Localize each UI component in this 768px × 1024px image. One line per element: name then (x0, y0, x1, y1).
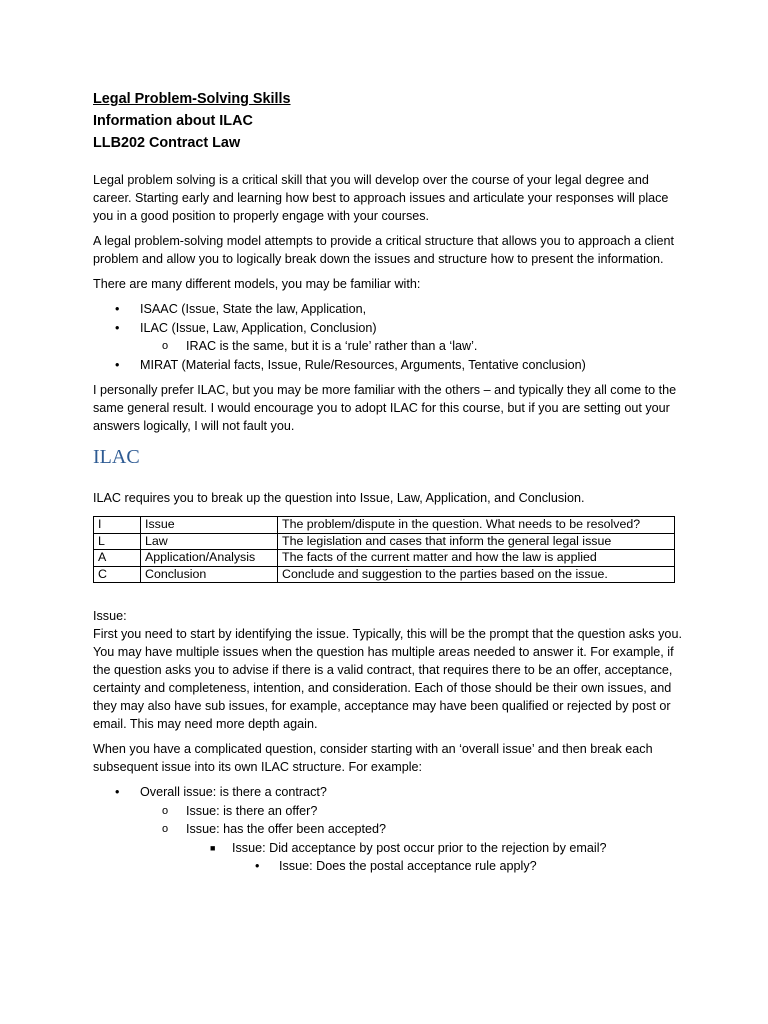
table-cell-letter: C (94, 566, 141, 583)
list-item-text: Issue: is there an offer? (186, 803, 318, 818)
table-cell-term: Law (141, 533, 278, 550)
list-item (93, 356, 683, 375)
intro-paragraph-3: There are many different models, you may be familiar with: (93, 277, 421, 291)
ilac-intro-paragraph: ILAC requires you to break up the question into Issue, Law, Application, and Conclusion. (93, 491, 585, 505)
list-item (93, 857, 683, 876)
intro-paragraph-4: I personally prefer ILAC, but you may be more familiar with the others – and typically they all come to the same general result. I would encourage you to adopt ILAC for this course, but if you are setting out your answers logically, I will not fault you. (93, 383, 677, 433)
issue-label: Issue: (93, 609, 127, 623)
bullet-icon: • (255, 859, 260, 873)
square-bullet-icon: ■ (210, 842, 216, 853)
table-row (94, 533, 675, 550)
document-title: Legal Problem-Solving Skills (93, 91, 291, 107)
section-heading-ilac: ILAC (93, 446, 140, 468)
list-item-text: ILAC (Issue, Law, Application, Conclusion) (140, 320, 377, 335)
table-cell-term: Conclusion (141, 566, 278, 583)
intro-paragraph-1: Legal problem solving is a critical skill that you will develop over the course of your legal degree and career. Starting early and learning how best to approach issues and articulate your responses will place you in a good position to properly engage with your courses. (93, 173, 669, 223)
table-row (94, 550, 675, 567)
circle-bullet-icon: o (162, 823, 169, 835)
list-item (93, 820, 683, 839)
list-item-text: Issue: has the offer been accepted? (186, 822, 387, 836)
list-item (93, 839, 683, 858)
list-item (93, 319, 683, 338)
list-item-text: Issue: Did acceptance by post occur prior to the rejection by email? (232, 840, 607, 855)
table-cell-description: The facts of the current matter and how the law is applied (278, 550, 675, 567)
document-body (93, 88, 683, 883)
bullet-icon: • (115, 785, 120, 799)
table-cell-description: Conclude and suggestion to the parties based on the issue. (278, 566, 675, 583)
circle-bullet-icon: o (162, 340, 169, 352)
bullet-icon: • (115, 320, 120, 335)
table-cell-letter: L (94, 533, 141, 550)
table-cell-description: The problem/dispute in the question. What needs to be resolved? (278, 517, 675, 534)
issue-paragraph-1: First you need to start by identifying the issue. Typically, this will be the prompt that the question asks you. You may have multiple issues when the question has multiple areas needed to answer it. For example, if the question asks you to advise if there is a valid contract, that requires there to be an offer, acceptance, certainty and completeness, intention, and consideration. Each of those should be their own issues, and they may also have sub issues, for example, acceptance may have been qualified or rejected by post or email. This may need more depth again. (93, 627, 682, 731)
table-cell-description: The legislation and cases that inform the general legal issue (278, 533, 675, 550)
title-block (93, 88, 683, 154)
circle-bullet-icon: o (162, 804, 169, 817)
document-subtitle: Information about ILAC (93, 113, 253, 129)
models-list (93, 300, 683, 374)
issue-example-list (93, 783, 683, 876)
table-cell-term: Application/Analysis (141, 550, 278, 567)
table-row (94, 566, 675, 583)
bullet-icon: • (115, 357, 120, 372)
list-item (93, 337, 683, 356)
table-cell-letter: I (94, 517, 141, 534)
issue-paragraph-2: When you have a complicated question, consider starting with an ‘overall issue’ and then break each subsequent issue into its own ILAC structure. For example: (93, 742, 653, 774)
table-cell-term: Issue (141, 517, 278, 534)
ilac-table (93, 516, 675, 583)
intro-paragraph-2: A legal problem-solving model attempts to provide a critical structure that allows you to approach a client problem and allow you to logically break down the issues and structure how to present the information. (93, 234, 675, 266)
list-item-text: Overall issue: is there a contract? (140, 785, 327, 799)
list-item-text: IRAC is the same, but it is a ‘rule’ rather than a ‘law’. (186, 339, 478, 353)
list-item (93, 802, 683, 821)
list-item-text: MIRAT (Material facts, Issue, Rule/Resources, Arguments, Tentative conclusion) (140, 357, 586, 372)
list-item-text: Issue: Does the postal acceptance rule apply? (279, 859, 537, 873)
bullet-icon: • (115, 302, 120, 316)
list-item-text: ISAAC (Issue, State the law, Application, (140, 302, 367, 316)
list-item (93, 300, 683, 319)
table-row (94, 517, 675, 534)
table-cell-letter: A (94, 550, 141, 567)
course-code: LLB202 Contract Law (93, 135, 241, 151)
list-item (93, 783, 683, 802)
